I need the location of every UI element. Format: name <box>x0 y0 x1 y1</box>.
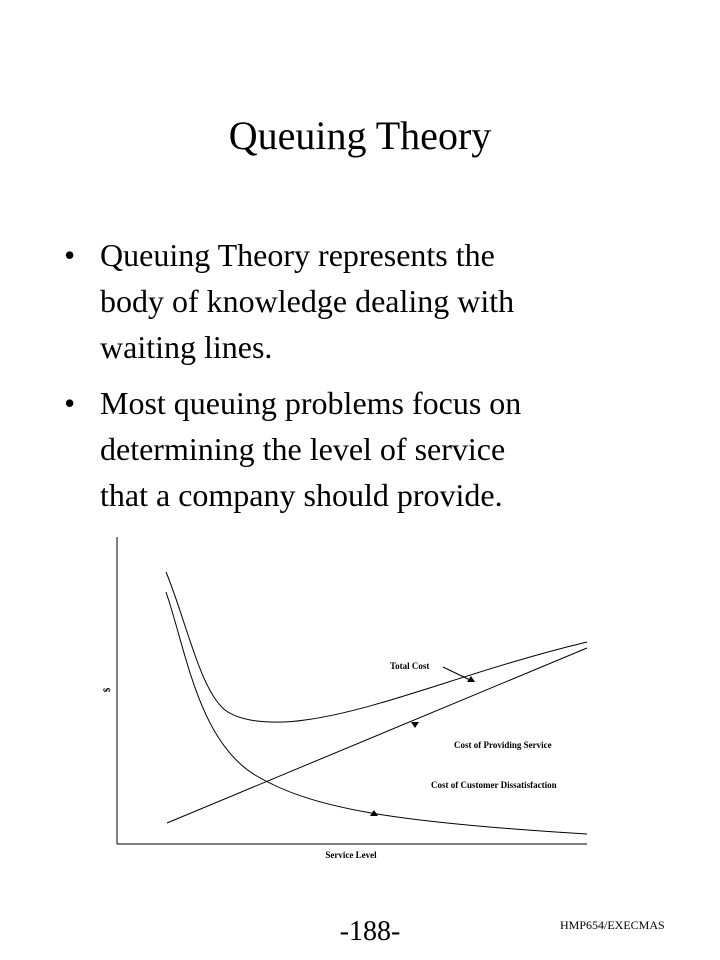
bullet-marker: • <box>64 237 76 273</box>
bullet-text-line: Queuing Theory represents the <box>100 237 495 273</box>
footer-course-code: HMP654/EXECMAS <box>560 918 665 932</box>
cost-chart <box>90 530 600 870</box>
annotation-arrowhead-providing-service <box>411 722 419 728</box>
bullet-marker: • <box>64 385 76 421</box>
annotation-total-cost: Total Cost <box>390 661 430 671</box>
annotation-arrow-total-cost <box>443 667 470 680</box>
y-axis-label: $ <box>102 687 112 693</box>
bullet-text-line: determining the level of service <box>100 431 506 467</box>
bullet-item <box>60 380 680 518</box>
bullet-text-line: Most queuing problems focus on <box>100 385 522 421</box>
series-cost-of-providing-service-line <box>167 648 587 823</box>
annotation-cost-of-customer-dissatisfaction: Cost of Customer Dissatisfaction <box>431 780 557 790</box>
bullet-text-line: waiting lines. <box>100 329 273 365</box>
bullet-text-line: body of knowledge dealing with <box>100 283 515 319</box>
bullet-text-line: that a company should provide. <box>100 477 503 513</box>
cost-chart-svg <box>90 530 600 870</box>
bullet-list <box>60 232 680 528</box>
x-axis-label: Service Level <box>325 850 377 860</box>
page-number: -188- <box>339 916 401 947</box>
bullet-item <box>60 232 680 370</box>
annotation-cost-of-providing-service: Cost of Providing Service <box>454 740 552 750</box>
series-total-cost-line <box>166 572 587 722</box>
slide-title: Queuing Theory <box>228 113 492 158</box>
